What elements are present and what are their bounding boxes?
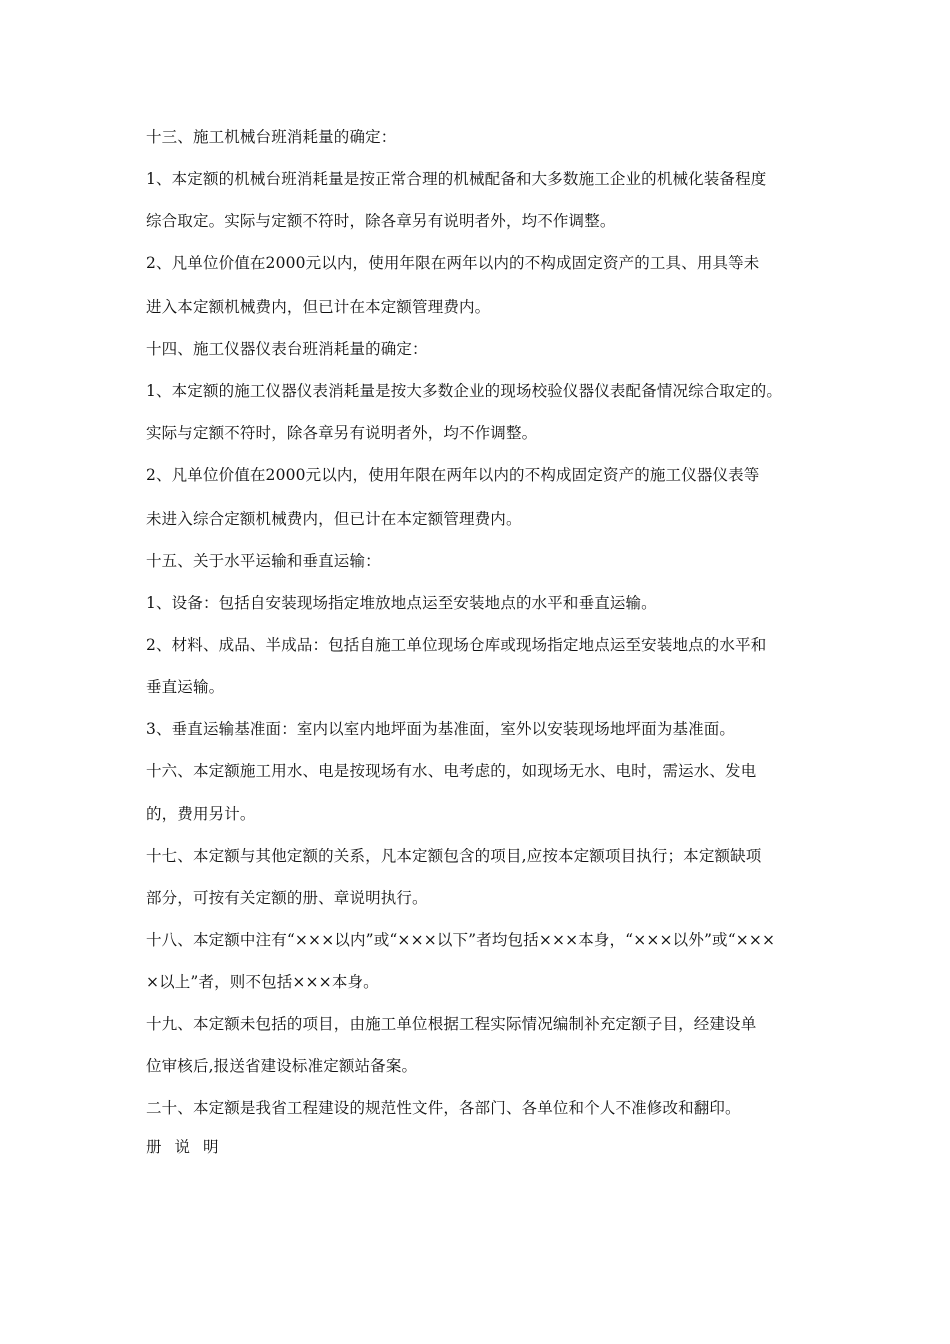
section-15-item-2-line-1: 2、材料、成品、半成品：包括自施工单位现场仓库或现场指定地点运至安装地点的水平和 bbox=[146, 636, 767, 654]
section-15-item-1: 1、设备：包括自安装现场指定堆放地点运至安装地点的水平和垂直运输。 bbox=[146, 594, 657, 612]
section-15-heading: 十五、关于水平运输和垂直运输： bbox=[146, 552, 381, 570]
section-16-line-2: 的，费用另计。 bbox=[146, 805, 256, 823]
section-13-item-1-line-1: 1、本定额的机械台班消耗量是按正常合理的机械配备和大多数施工企业的机械化装备程度 bbox=[146, 170, 767, 188]
section-17-line-2: 部分，可按有关定额的册、章说明执行。 bbox=[146, 889, 428, 907]
section-14-item-2-line-1: 2、凡单位价值在2000元以内，使用年限在两年以内的不构成固定资产的施工仪器仪表等 bbox=[146, 466, 760, 484]
section-14-item-2-line-2: 未进入综合定额机械费内，但已计在本定额管理费内。 bbox=[146, 510, 522, 528]
section-14-heading: 十四、施工仪器仪表台班消耗量的确定： bbox=[146, 340, 428, 358]
section-18-line-2: ×以上”者，则不包括×××本身。 bbox=[146, 973, 379, 991]
section-13-item-2-line-1: 2、凡单位价值在2000元以内，使用年限在两年以内的不构成固定资产的工具、用具等未 bbox=[146, 254, 760, 272]
section-13-item-2-line-2: 进入本定额机械费内，但已计在本定额管理费内。 bbox=[146, 298, 491, 316]
section-15-item-2-line-2: 垂直运输。 bbox=[146, 678, 225, 696]
section-16-line-1: 十六、本定额施工用水、电是按现场有水、电考虑的，如现场无水、电时，需运水、发电 bbox=[146, 762, 757, 780]
section-20: 二十、本定额是我省工程建设的规范性文件，各部门、各单位和个人不准修改和翻印。 bbox=[146, 1099, 741, 1117]
section-15-item-3: 3、垂直运输基准面：室内以室内地坪面为基准面，室外以安装现场地坪面为基准面。 bbox=[146, 720, 736, 738]
section-14-item-1-line-1: 1、本定额的施工仪器仪表消耗量是按大多数企业的现场校验仪器仪表配备情况综合取定的。 bbox=[146, 382, 783, 400]
section-19-line-2: 位审核后,报送省建设标准定额站备案。 bbox=[146, 1057, 418, 1075]
section-13-item-1-line-2: 综合取定。实际与定额不符时，除各章另有说明者外，均不作调整。 bbox=[146, 212, 616, 230]
section-14-item-1-line-2: 实际与定额不符时，除各章另有说明者外，均不作调整。 bbox=[146, 424, 538, 442]
volume-description-heading: 册说明 bbox=[146, 1138, 232, 1156]
section-17-line-1: 十七、本定额与其他定额的关系，凡本定额包含的项目,应按本定额项目执行；本定额缺项 bbox=[146, 847, 762, 865]
section-18-line-1: 十八、本定额中注有“×××以内”或“×××以下”者均包括×××本身，“×××以外”或“××× bbox=[146, 931, 776, 949]
section-19-line-1: 十九、本定额未包括的项目，由施工单位根据工程实际情况编制补充定额子目，经建设单 bbox=[146, 1015, 757, 1033]
section-13-heading: 十三、施工机械台班消耗量的确定： bbox=[146, 128, 397, 146]
